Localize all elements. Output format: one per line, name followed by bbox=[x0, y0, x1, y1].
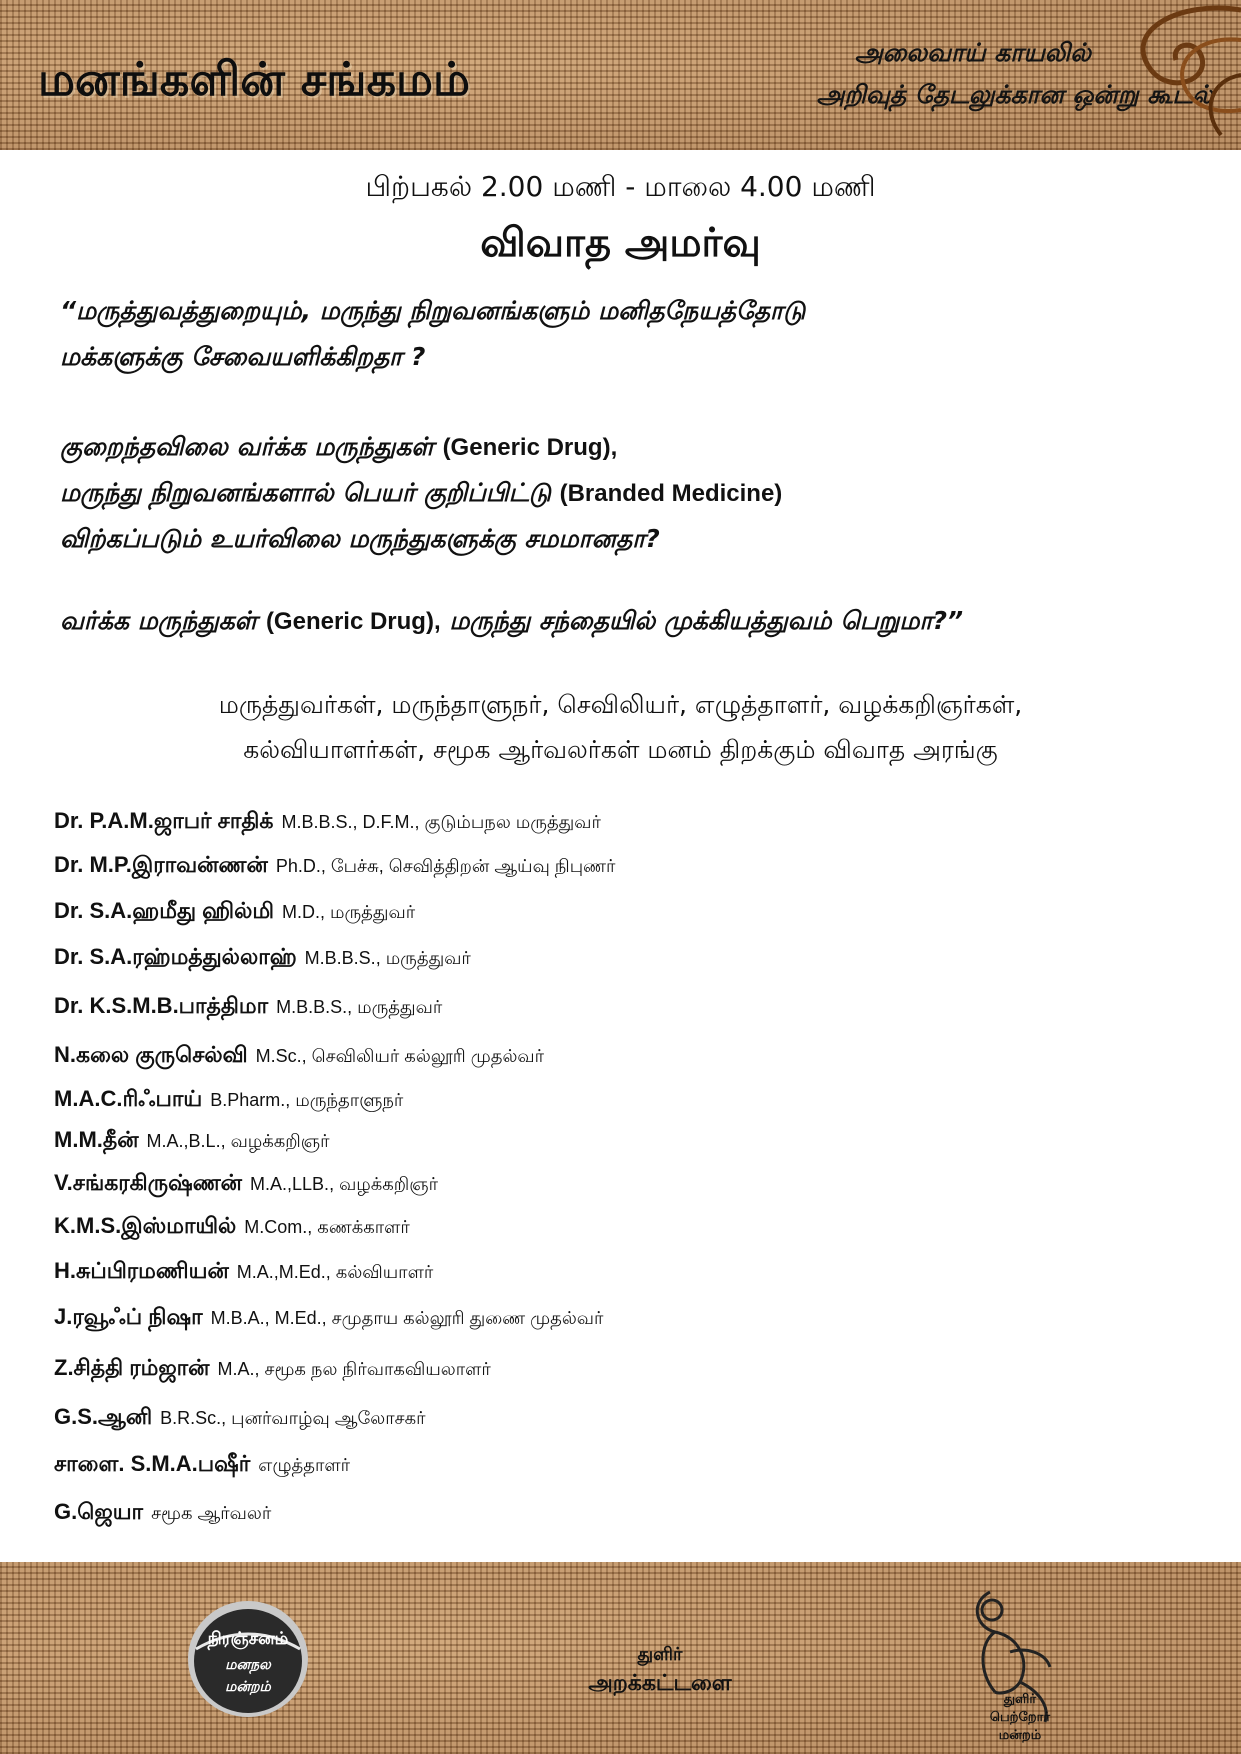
tagline-line2: அறிவுத் தேடலுக்கான ஒன்று கூடல் bbox=[816, 80, 1213, 109]
left-logo-line2: மனநல bbox=[225, 1657, 271, 1673]
speaker-details: M.Com., கணக்காளர் bbox=[244, 1217, 410, 1237]
speaker-details: B.R.Sc., புனர்வாழ்வு ஆலோசகர் bbox=[160, 1408, 426, 1428]
session-time: பிற்பகல் 2.00 மணி - மாலை 4.00 மணி bbox=[365, 170, 876, 203]
speaker-row bbox=[54, 1258, 433, 1287]
speaker-details: Ph.D., பேச்சு, செவித்திறன் ஆய்வு நிபுணர் bbox=[275, 856, 616, 876]
question-3-part-b: மருந்து சந்தையில் முக்கியத்துவம் பெறுமா?” bbox=[440, 606, 964, 635]
speaker-name: G.ஜெயா bbox=[54, 1499, 144, 1524]
speaker-row bbox=[54, 852, 615, 881]
speaker-row bbox=[54, 1451, 350, 1480]
speaker-row bbox=[54, 1304, 603, 1333]
event-title: மனங்களின் சங்கமம் bbox=[38, 52, 471, 106]
question-2-line-1-en: (Generic Drug), bbox=[442, 434, 618, 461]
speaker-row bbox=[54, 1355, 491, 1384]
speaker-name: K.M.S.இஸ்மாயில் bbox=[54, 1213, 237, 1238]
speaker-details: M.B.B.S., மருத்துவர் bbox=[304, 948, 471, 968]
header-banner bbox=[0, 0, 1241, 150]
speaker-name: M.A.C.ரிஃபாய் bbox=[54, 1086, 203, 1111]
left-logo-line3: மன்றம் bbox=[225, 1679, 271, 1695]
speaker-details: M.A.,LLB., வழக்கறிஞர் bbox=[250, 1174, 439, 1194]
speaker-details: M.B.B.S., D.F.M., குடும்பநல மருத்துவர் bbox=[281, 812, 601, 832]
speaker-row bbox=[54, 944, 471, 973]
speaker-details: M.Sc., செவிலியர் கல்லூரி முதல்வர் bbox=[255, 1046, 545, 1066]
center-logo-line2: அறக்கட்டளை bbox=[588, 1671, 732, 1696]
thulir-trust-logo bbox=[560, 1644, 760, 1699]
speaker-name: Dr. P.A.M.ஜாபர் சாதிக் bbox=[54, 808, 274, 833]
niranjanam-logo bbox=[186, 1599, 310, 1719]
question-2-line-1 bbox=[60, 432, 617, 465]
speaker-name: H.சுப்பிரமணியன் bbox=[54, 1258, 229, 1283]
question-2-line-2-ta: மருந்து நிறுவனங்களால் பெயர் குறிப்பிட்டு bbox=[60, 478, 560, 507]
question-3-part-a: வர்க்க மருந்துகள் bbox=[60, 606, 266, 635]
speaker-row bbox=[54, 808, 601, 837]
speaker-name: Z.சித்தி ரம்ஜான் bbox=[54, 1355, 210, 1380]
ornamental-swirl-icon bbox=[1061, 0, 1241, 150]
speaker-name: M.M.தீன் bbox=[54, 1127, 139, 1152]
speaker-row bbox=[54, 898, 415, 927]
question-2-line-2 bbox=[60, 478, 782, 511]
speaker-row bbox=[54, 1042, 544, 1071]
speaker-name: Dr. S.A.ரஹ்மத்துல்லாஹ் bbox=[54, 944, 297, 969]
speaker-details: M.B.B.S., மருத்துவர் bbox=[276, 997, 443, 1017]
speaker-name: Dr. M.P.இராவன்ணன் bbox=[54, 852, 268, 877]
tagline-line1: அலைவாய் காயலில் bbox=[854, 38, 1091, 67]
right-logo-line3: மன்றம் bbox=[998, 1728, 1042, 1743]
speaker-details: B.Pharm., மருந்தாளுநர் bbox=[210, 1090, 404, 1110]
speaker-name: J.ரவூஃப் நிஷா bbox=[54, 1304, 203, 1329]
speaker-details: M.D., மருத்துவர் bbox=[282, 902, 416, 922]
speaker-name: G.S.ஆனி bbox=[54, 1404, 153, 1429]
speaker-name: Dr. K.S.M.B.பாத்திமா bbox=[54, 993, 269, 1018]
speaker-row bbox=[54, 1499, 271, 1528]
speaker-row bbox=[54, 993, 442, 1022]
question-3 bbox=[60, 606, 963, 639]
speaker-name: V.சங்கரகிருஷ்ணன் bbox=[54, 1170, 243, 1195]
right-logo-line2: பெற்றோர் bbox=[989, 1710, 1051, 1725]
center-logo-line1: துளிர் bbox=[637, 1644, 683, 1665]
speaker-details: M.B.A., M.Ed., சமுதாய கல்லூரி துணை முதல்வர் bbox=[210, 1308, 604, 1328]
question-2-line-2-en: (Branded Medicine) bbox=[559, 480, 783, 507]
speaker-name: சாளை. S.M.A.பஷீர் bbox=[54, 1451, 251, 1476]
speaker-row bbox=[54, 1213, 410, 1242]
speaker-details: சமூக ஆர்வலர் bbox=[151, 1503, 272, 1523]
question-2-line-3: விற்கப்படும் உயர்விலை மருந்துகளுக்கு சமமானதா? bbox=[60, 524, 660, 553]
left-logo-line1: நிரஞ்சனம் bbox=[207, 1629, 289, 1649]
speaker-row bbox=[54, 1404, 426, 1433]
speaker-row bbox=[54, 1127, 330, 1156]
question-1-line-2: மக்களுக்கு சேவையளிக்கிறதா ? bbox=[60, 342, 426, 371]
speaker-details: M.A.,M.Ed., கல்வியாளர் bbox=[236, 1262, 434, 1282]
question-1-line-1: “மருத்துவத்துறையும், மருந்து நிறுவனங்களும் மனிதநேயத்தோடு bbox=[60, 296, 806, 325]
question-3-en: (Generic Drug), bbox=[265, 608, 441, 635]
speaker-name: Dr. S.A.ஹமீது ஹில்மி bbox=[54, 898, 275, 923]
participants-line-2: கல்வியாளர்கள், சமூக ஆர்வலர்கள் மனம் திறக்கும் விவாத அரங்கு bbox=[243, 735, 998, 764]
session-title: விவாத அமர்வு bbox=[480, 220, 761, 266]
speaker-details: M.A., சமூக நல நிர்வாகவியலாளர் bbox=[217, 1359, 491, 1379]
speaker-row bbox=[54, 1170, 438, 1199]
right-logo-line1: துளிர் bbox=[1003, 1692, 1037, 1707]
question-2-line-1-ta: குறைந்தவிலை வர்க்க மருந்துகள் bbox=[60, 432, 443, 461]
speaker-row bbox=[54, 1086, 403, 1115]
speaker-details: M.A.,B.L., வழக்கறிஞர் bbox=[146, 1131, 330, 1151]
participants-line-1: மருத்துவர்கள், மருந்தாளுநர், செவிலியர், எழுத்தாளர், வழக்கறிஞர்கள், bbox=[218, 690, 1023, 719]
speaker-name: N.கலை குருசெல்வி bbox=[54, 1042, 248, 1067]
speaker-details: எழுத்தாளர் bbox=[258, 1455, 351, 1475]
